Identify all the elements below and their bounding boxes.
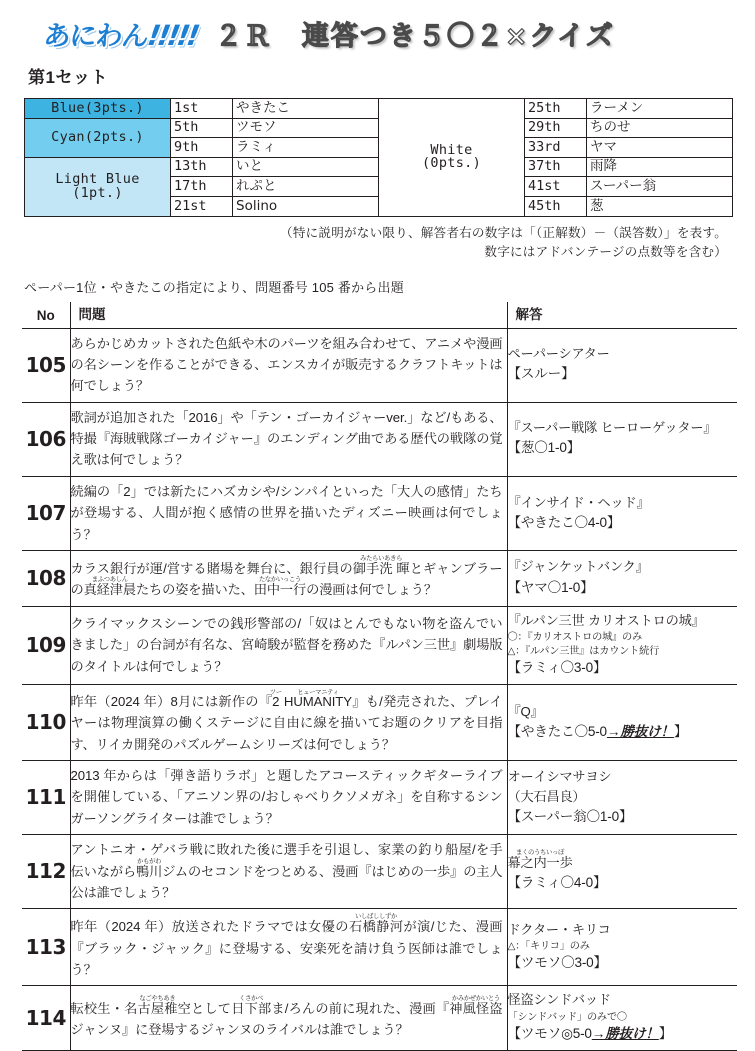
ruby-humanity: HUMANITYヒューマニティ bbox=[283, 688, 352, 709]
rank-name: やきたこ bbox=[233, 99, 379, 119]
answer-block bbox=[508, 990, 738, 1044]
group-white-line2: (0pts.) bbox=[422, 155, 481, 172]
table-row bbox=[22, 328, 737, 402]
table-row bbox=[22, 761, 737, 835]
question-number: 111 bbox=[22, 761, 70, 835]
rank-name: ツモソ bbox=[233, 118, 379, 138]
answer-cell bbox=[507, 550, 737, 606]
answer-cell bbox=[507, 761, 737, 835]
rank-name: 雨降 bbox=[587, 157, 733, 177]
question-cell bbox=[70, 986, 507, 1050]
answer-note: 〇：『カリオストロの城』のみ bbox=[507, 631, 643, 643]
ruby-mafutsu: 真経津晨まふつあしん bbox=[83, 576, 136, 598]
answer-block bbox=[508, 493, 738, 534]
rank-name: れぷと bbox=[233, 177, 379, 197]
paper-rank-note: ペーパー1位・やきたこの指定により、問題番号 105 番から出題 bbox=[24, 279, 404, 295]
answer-main-text: 幕之内一歩 bbox=[507, 854, 573, 870]
questions-table-wrap bbox=[0, 302, 755, 1051]
question-cell bbox=[70, 328, 507, 402]
ruby-text: かみかぜかいとう bbox=[449, 994, 503, 1002]
rank-name: ラーメン bbox=[587, 99, 733, 119]
question-number: 109 bbox=[22, 606, 70, 684]
question-cell bbox=[70, 476, 507, 550]
rank-name: Solino bbox=[233, 196, 379, 216]
answer-cell bbox=[507, 986, 737, 1050]
ruby-text: ヒューマニティ bbox=[283, 688, 352, 696]
rank-position: 1st bbox=[171, 99, 233, 119]
ruby-makunouchi bbox=[507, 848, 573, 870]
table-row bbox=[22, 606, 737, 684]
question-cell bbox=[70, 402, 507, 476]
ruby-ishibashi: 石橋静河いしばししずか bbox=[348, 913, 404, 935]
ruby-text: いしばししずか bbox=[348, 913, 403, 921]
rank-position: 33rd bbox=[525, 138, 587, 158]
question-text: あらかじめカットされた色紙や木のパーツを組み合わせて、アニメや漫画の名シーンを作ることができる、エンスカイが販売するクラフトキットは何でしょう？ bbox=[70, 335, 503, 394]
ruby-kamogawa: 鴨川かもがわ bbox=[136, 857, 163, 879]
question-text: 転校生・名古屋稚空なごやちあきとして日下部くさかべま/ろんの前に現れた、漫画『神風怪盗かみかぜかいとうジャンヌ』に登場するジャンヌのライバルは誰でしょう？ bbox=[70, 994, 503, 1038]
questions-header-row bbox=[22, 302, 737, 329]
answer-main: 『ルパン三世 カリオストロの城』 bbox=[507, 612, 705, 628]
answer-cell bbox=[507, 328, 737, 402]
rank-position: 41st bbox=[525, 177, 587, 197]
question-text: 昨年（2024 年）放送されたドラマでは女優の石橋静河いしばししずかが演/じた、漫画『ブラック・ジャック』に登場する、安楽死を請け負う医師は誰でしょう？ bbox=[70, 913, 503, 978]
ruby-text: くさかべ bbox=[231, 994, 272, 1002]
group-white-line1: White bbox=[430, 141, 473, 158]
ruby-kamikaze: 神風怪盗かみかぜかいとう bbox=[449, 994, 503, 1016]
ruby-tanaka: 田中一行たなかいっこう bbox=[253, 576, 307, 598]
rank-name: ラミィ bbox=[233, 138, 379, 158]
answer-main: 『スーパー戦隊 ヒーローゲッター』 bbox=[507, 420, 717, 436]
table-row bbox=[25, 99, 733, 119]
answer-block bbox=[508, 557, 738, 598]
rank-name: ヤマ bbox=[587, 138, 733, 158]
answer-main: 『インサイド・ヘッド』 bbox=[507, 494, 650, 510]
group-label-light-blue bbox=[25, 157, 171, 216]
answer-note: △：「キリコ」のみ bbox=[507, 940, 590, 952]
rank-name: いと bbox=[233, 157, 379, 177]
question-cell bbox=[70, 684, 507, 760]
answer-score: 【ツモソ〇3-0】 bbox=[507, 955, 607, 971]
ruby-kusakabe: 日下部くさかべ bbox=[231, 994, 272, 1016]
ruby-mitarai: 御手洗 暉みたらいあきら bbox=[352, 554, 410, 576]
answer-block bbox=[508, 418, 738, 459]
rank-position: 45th bbox=[525, 196, 587, 216]
table-row bbox=[22, 909, 737, 986]
answer-block bbox=[508, 344, 738, 385]
ruby-two: 2ツー bbox=[269, 688, 282, 709]
rank-position: 37th bbox=[525, 157, 587, 177]
logo-text: あにわん bbox=[42, 21, 150, 52]
answer-block bbox=[508, 702, 738, 743]
questions-table bbox=[22, 302, 737, 1051]
question-number: 110 bbox=[22, 684, 70, 760]
answer-score: 【スーパー翁〇1-0】 bbox=[507, 808, 633, 824]
answer-cell bbox=[507, 684, 737, 760]
answer-note: 「シンドバッド」のみで〇 bbox=[507, 1011, 627, 1023]
set-label: 第1セット bbox=[28, 68, 108, 87]
question-cell bbox=[70, 761, 507, 835]
group-lightblue-line2: (1pt.) bbox=[72, 184, 123, 201]
rank-name: スーパー翁 bbox=[587, 177, 733, 197]
answer-main: 『ジャンケットバンク』 bbox=[507, 559, 649, 575]
question-number: 105 bbox=[22, 328, 70, 402]
answer-note: △：『ルパン三世』はカウント続行 bbox=[507, 645, 660, 657]
ruby-text: たなかいっこう bbox=[253, 576, 307, 584]
ruby-text: みたらいあきら bbox=[352, 554, 410, 562]
group-lightblue-line1: Light Blue bbox=[55, 171, 140, 188]
answer-main: 怪盗シンドバッド bbox=[507, 992, 611, 1008]
page-title: ２Ｒ 連答つき５〇２×クイズ bbox=[214, 21, 615, 52]
rank-position: 9th bbox=[171, 138, 233, 158]
answer-cell bbox=[507, 606, 737, 684]
answer-main: オーイシマサヨシ bbox=[507, 768, 612, 784]
ruby-nagoya: 名古屋稚空なごやちあき bbox=[124, 994, 192, 1016]
question-cell bbox=[70, 550, 507, 606]
answer-block bbox=[508, 611, 738, 679]
table-row bbox=[22, 835, 737, 909]
rank-position: 17th bbox=[171, 177, 233, 197]
rank-position: 5th bbox=[171, 118, 233, 138]
question-text: 続編の「2」では新たにハズカシや/シンパイといった「大人の感情」たちが登場する、人間が抱く感情の世界を描いたディズニー映画は何でしょう？ bbox=[70, 483, 503, 542]
answer-score: 【やきたこ〇5-0→勝抜け！】 bbox=[507, 723, 688, 739]
question-number: 114 bbox=[22, 986, 70, 1050]
question-cell bbox=[70, 835, 507, 909]
column-header-no: No bbox=[22, 302, 70, 329]
answer-score: 【ラミィ〇3-0】 bbox=[507, 660, 607, 676]
question-cell bbox=[70, 909, 507, 986]
scoring-note-line1: （特に説明がない限り、解答者右の数字は「（正解数）－（誤答数）」を表す。 bbox=[280, 225, 727, 240]
question-number: 113 bbox=[22, 909, 70, 986]
ruby-text: まふつあしん bbox=[83, 576, 136, 584]
answer-score: 【ツモソ◎5-0→勝抜け！】 bbox=[507, 1026, 673, 1042]
question-number: 108 bbox=[22, 550, 70, 606]
scoring-notes bbox=[0, 217, 755, 263]
answer-main: ドクター・キリコ bbox=[507, 921, 611, 937]
answer-main: 『Q』 bbox=[507, 703, 544, 719]
rank-name: ちのせ bbox=[587, 118, 733, 138]
question-cell bbox=[70, 606, 507, 684]
rank-name: 葱 bbox=[587, 196, 733, 216]
ranking-table-wrap bbox=[0, 98, 755, 217]
question-text: カラス銀行が運/営する賭場を舞台に、銀行員の御手洗 暉みたらいあきらとギャンブラーの真経津晨まふつあしんたちの姿を描いた、田中一行たなかいっこうの漫画は何でしょう？ bbox=[70, 554, 503, 598]
answer-block bbox=[508, 920, 738, 974]
rank-position: 25th bbox=[525, 99, 587, 119]
column-header-answer: 解答 bbox=[507, 302, 737, 329]
question-text: アントニオ・ゲバラ戦に敗れた後に選手を引退し、家業の釣り船屋/を手伝いながら鴨川かもがわジムのセコンドをつとめる、漫画『はじめの一歩』の主人公は誰でしょう？ bbox=[70, 842, 503, 900]
rank-position: 13th bbox=[171, 157, 233, 177]
answer-block bbox=[508, 767, 738, 828]
answer-cell bbox=[507, 476, 737, 550]
scoring-note-line2: 数字にはアドバンテージの点数等を含む） bbox=[484, 245, 727, 260]
answer-block bbox=[508, 849, 738, 894]
anione-logo bbox=[42, 14, 203, 53]
question-text: 2013 年からは「弾き語りラボ」と題したアコースティックギターライブを開催している、「アニソン界の/おしゃべりクソメガネ」を自称するシンガーソングライターは誰でしょう？ bbox=[70, 768, 503, 826]
answer-main: ペーパーシアター bbox=[507, 346, 610, 362]
logo-slashes: !!!!! bbox=[141, 19, 203, 52]
answer-score: 【やきたこ〇4-0】 bbox=[507, 514, 621, 530]
answer-main bbox=[508, 849, 738, 873]
group-label-blue: Blue(3pts.) bbox=[25, 99, 171, 119]
table-row bbox=[22, 550, 737, 606]
group-label-white bbox=[379, 99, 525, 217]
rank-position: 29th bbox=[525, 118, 587, 138]
question-number: 112 bbox=[22, 835, 70, 909]
rank-position: 21st bbox=[171, 196, 233, 216]
ruby-text: なごやちあき bbox=[124, 994, 191, 1002]
question-number: 107 bbox=[22, 476, 70, 550]
table-row bbox=[22, 476, 737, 550]
question-text: クライマックスシーンでの銭形警部の/「奴はとんでもない物を盗んでいきました」の台詞が有名な、宮崎駿が監督を務めた『ルパン三世』劇場版のタイトルは何でしょう？ bbox=[70, 615, 503, 674]
table-row bbox=[22, 986, 737, 1050]
answer-score: 【葱〇1-0】 bbox=[507, 440, 581, 456]
question-text: 昨年（2024 年）8月には新作の『2ツー HUMANITYヒューマニティ』も/発売された、プレイヤーは物理演算の働くステージに自由に線を描いてお題のクリアを目指す、リイカ開発のパズルゲームシリーズは何でしょう？ bbox=[70, 688, 503, 752]
group-label-cyan: Cyan(2pts.) bbox=[25, 118, 171, 157]
answer-advance-flag: →勝抜け！ bbox=[591, 1026, 659, 1042]
page-header bbox=[0, 0, 755, 59]
ruby-text: まくのうちいっぽ bbox=[507, 848, 573, 856]
answer-cell bbox=[507, 402, 737, 476]
answer-cell bbox=[507, 909, 737, 986]
question-number: 106 bbox=[22, 402, 70, 476]
answer-score: 【スルー】 bbox=[507, 366, 575, 382]
column-header-question: 問題 bbox=[70, 302, 507, 329]
answer-cell bbox=[507, 835, 737, 909]
answer-note: （大石昌良） bbox=[507, 788, 586, 804]
ruby-text: ツー bbox=[269, 688, 282, 696]
answer-advance-flag: →勝抜け！ bbox=[606, 723, 674, 739]
ruby-text: かもがわ bbox=[136, 857, 163, 865]
answer-score: 【ラミィ〇4-0】 bbox=[507, 874, 607, 890]
table-row bbox=[22, 402, 737, 476]
ranking-table bbox=[24, 98, 733, 217]
question-text: 歌詞が追加された「2016」や「テン・ゴーカイジャーver.」など/もある、特撮『海賊戦隊ゴーカイジャー』のエンディング曲である歴代の戦隊の覚え歌は何でしょう？ bbox=[70, 409, 503, 468]
table-row bbox=[22, 684, 737, 760]
answer-score: 【ヤマ〇1-0】 bbox=[507, 579, 594, 595]
